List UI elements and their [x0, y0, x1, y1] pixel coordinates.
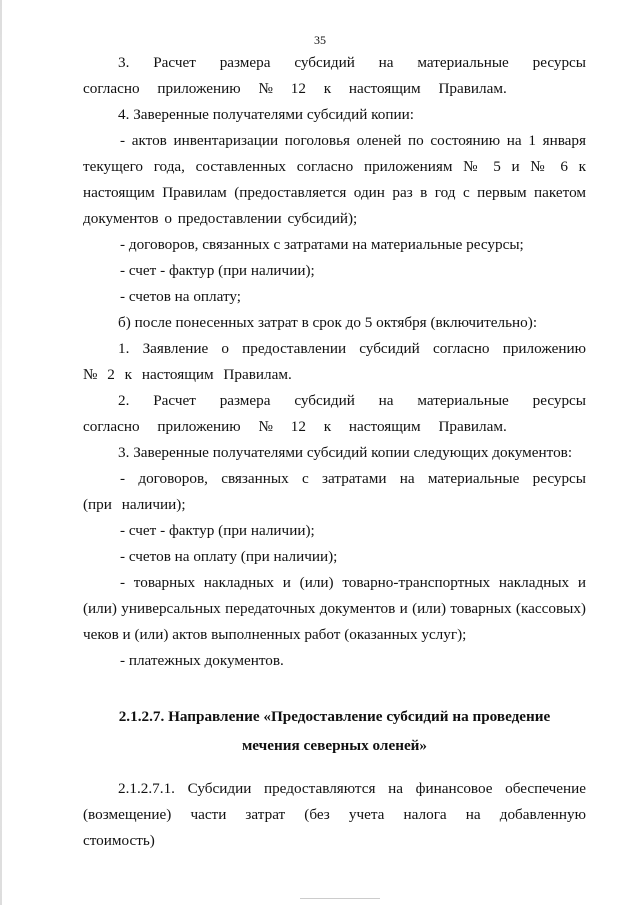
section-heading	[83, 702, 586, 760]
document-body	[83, 50, 586, 674]
list-item-contracts-2: - договоров, связанных с затратами на материальные ресурсы (при наличии);	[83, 470, 586, 513]
paragraph-copies-heading-2: 3. Заверенные получателями субсидий копии следующих документов:	[118, 444, 573, 461]
scan-bottom-mark	[300, 898, 380, 899]
section-body	[83, 776, 586, 854]
list-item-invoices: - счет - фактур (при наличии);	[120, 262, 315, 279]
list-item-inventory-acts: - актов инвентаризации поголовья оленей по состоянию на 1 января текущего года, составленных согласно приложениям № 5 и № 6 к настоящим Правилам (предоставляется один раз в год с первым пакетом документов о предоставлении субсидий);	[83, 132, 586, 227]
paragraph-application: 1. Заявление о предоставлении субсидий согласно приложению № 2 к настоящим Правилам.	[83, 340, 586, 383]
list-item-contracts: - договоров, связанных с затратами на материальные ресурсы;	[120, 236, 524, 253]
list-item-payment-bills-2: - счетов на оплату (при наличии);	[120, 548, 338, 565]
page-number: 35	[314, 33, 326, 47]
paragraph-calculation-1: 3. Расчет размера субсидий на материальные ресурсы согласно приложению № 12 к настоящим Правилам.	[83, 54, 586, 97]
list-item-waybills: - товарных накладных и (или) товарно-транспортных накладных и (или) универсальных передаточных документов и (или) товарных (кассовых) чеков и (или) актов выполненных работ (оказанных услуг);	[83, 574, 586, 643]
paragraph-copies-heading-1: 4. Заверенные получателями субсидий копии:	[118, 106, 414, 123]
list-item-payment-bills: - счетов на оплату;	[120, 288, 242, 305]
list-item-invoices-2: - счет - фактур (при наличии);	[120, 522, 315, 539]
list-item-payment-documents: - платежных документов.	[120, 652, 284, 669]
section-heading-line-1: 2.1.2.7. Направление «Предоставление субсидий на проведение	[118, 708, 551, 725]
paragraph-calculation-2: 2. Расчет размера субсидий на материальные ресурсы согласно приложению № 12 к настоящим Правилам.	[83, 392, 586, 435]
paragraph-subsidies-purpose: 2.1.2.7.1. Субсидии предоставляются на финансовое обеспечение (возмещение) части затрат (без учета налога на добавленную стоимость)	[83, 780, 586, 849]
scan-edge-shadow	[0, 0, 2, 905]
section-heading-line-2: мечения северных оленей»	[241, 737, 428, 754]
paragraph-after-costs: б) после понесенных затрат в срок до 5 октября (включительно):	[118, 314, 538, 331]
